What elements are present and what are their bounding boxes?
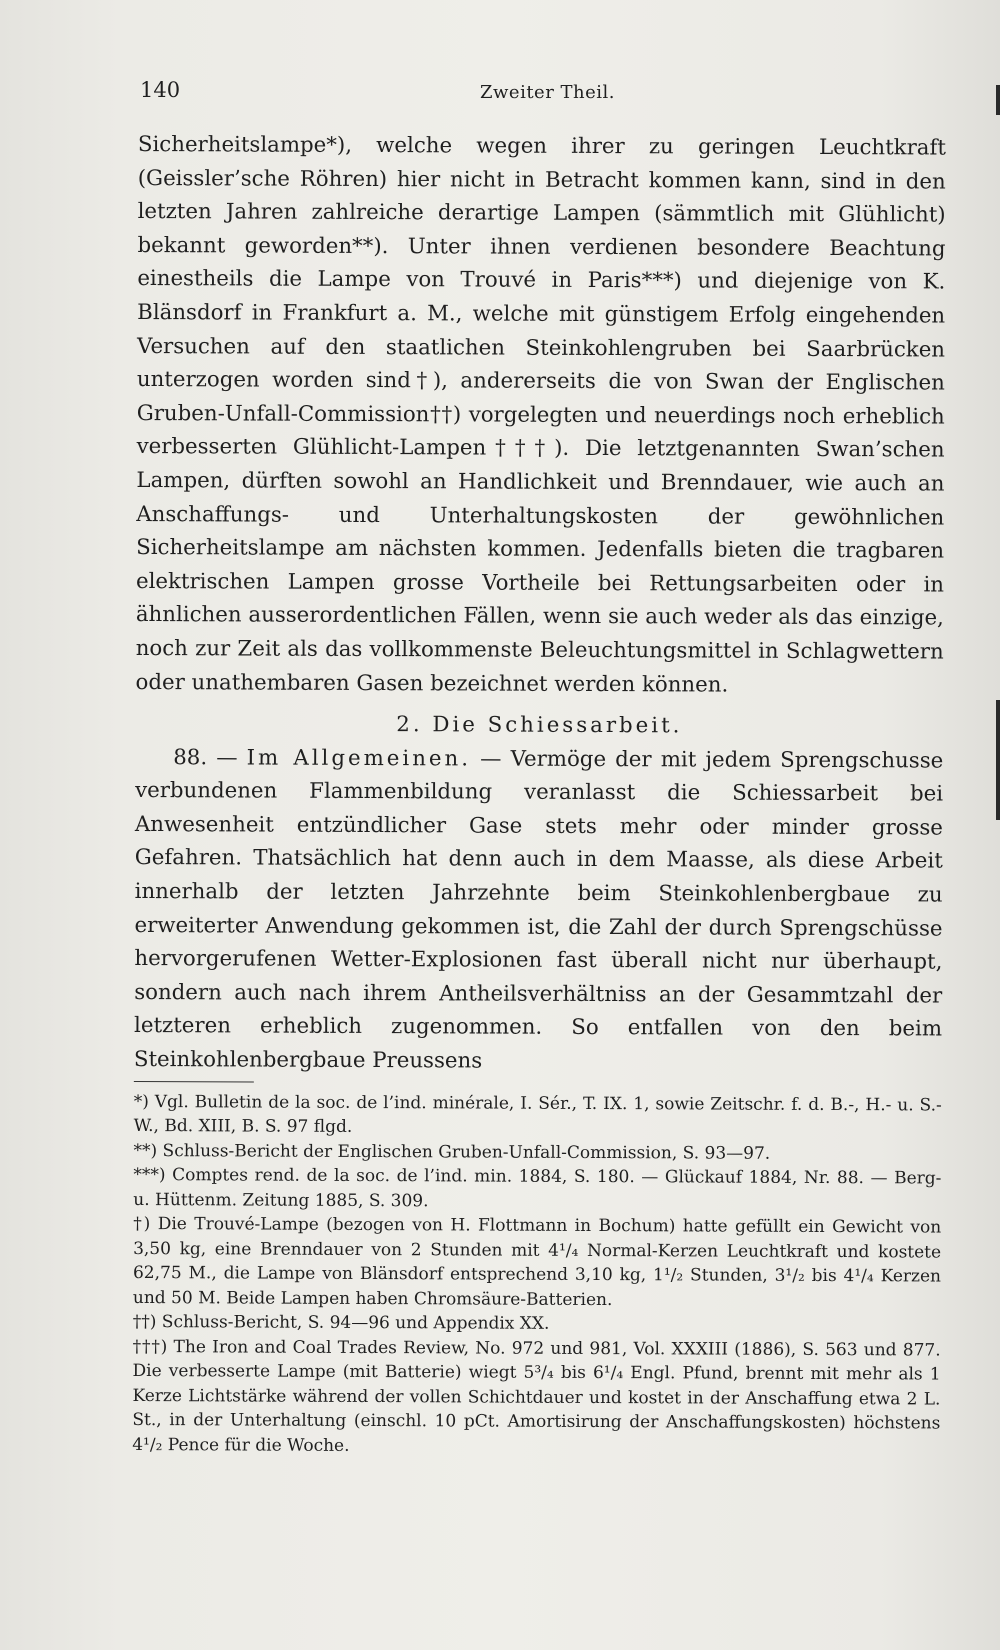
paragraph-88: 88. — Im Allgemeinen. — Vermöge der mit jedem Sprengschusse verbundenen Flammenbildung veranlasst die Schiessarbeit bei Anwesenheit entzündlicher Gase stets mehr oder minder grosse Gefahren. Thatsächlich hat denn auch in dem Maasse, als diese Arbeit innerhalb der letzten Jahrzehnte beim Steinkohlenbergbaue zu erweiterter Anwendung gekommen ist, die Zahl der durch Sprengschüsse hervorgerufenen Wetter-Explosionen fast überall nicht nur überhaupt, sondern auch nach ihrem Antheilsverhältniss an der Gesammtzahl der letzteren erheblich zugenommen. So entfallen von den beim Steinkohlenbergbaue Preussens [133, 744, 944, 1074]
page-header [140, 78, 950, 108]
footnotes [132, 1090, 942, 1461]
footnote-2: **) Schluss-Bericht der Englischen Gruben-Unfall-Commission, S. 93—97. [133, 1140, 771, 1164]
running-head: Zweiter Theil. [480, 82, 616, 103]
paragraph-number: 88. [173, 744, 208, 770]
footnote-3: ***) Comptes rend. de la soc. de l’ind. min. 1884, S. 180. — Glückauf 1884, Nr. 88. — Berg- u. Hüttenm. Zeitung 1885, S. 309. [133, 1165, 942, 1211]
main-text [132, 128, 946, 1461]
paragraph-heading: Im Allgemeinen. [246, 745, 472, 772]
paragraph-lamps: Sicherheitslampe*), welche wegen ihrer zu geringen Leuchtkraft (Geissler’sche Röhren) hier nicht in Betracht kommen kann, sind in den letzten Jahren zahlreiche derartige Lampen (sämmtlich mit Glühlicht) bekannt geworden**). Unter ihnen verdienen besondere Beachtung einestheils die Lampe von Trouvé in Paris***) und diejenige von K. Blänsdorf in Frankfurt a. M., welche mit günstigem Erfolg eingehenden Versuchen auf den staatlichen Steinkohlengruben bei Saarbrücken unterzogen worden sind†), andererseits die von Swan der Englischen Gruben-Unfall-Commission††) vorgelegten und neuerdings noch erheblich verbesserten Glühlicht-Lampen†††). Die letztgenannten Swan’schen Lampen, dürften sowohl an Handlichkeit und Brenndauer, wie auch an Anschaffungs- und Unterhaltungskosten der gewöhnlichen Sicherheitslampe am nächsten kommen. Jedenfalls bieten die tragbaren elektrischen Lampen grosse Vortheile bei Rettungsarbeiten oder in ähnlichen ausserordentlichen Fällen, wenn sie auch weder als das einzige, noch zur Zeit als das vollkommenste Beleuchtungsmittel in Schlagwettern oder unathembaren Gasen bezeichnet werden können. [135, 131, 946, 698]
footnote-6: †††) The Iron and Coal Trades Review, No. 972 und 981, Vol. XXXIII (1886), S. 563 und 877. Die verbesserte Lampe (mit Batterie) wiegt 5³/₄ bis 6¹/₄ Engl. Pfund, brennt mit mehr als 1 Kerze Lichtstärke während der vollen Schichtdauer und kostet in der Anschaffung etwa 2 L. St., in der Unterhaltung (einschl. 10 pCt. Amortisirung der Anschaffungskosten) höchstens 4¹/₂ Pence für die Woche. [132, 1336, 941, 1456]
paragraph-text: Vermöge der mit jedem Sprengschusse verbundenen Flammenbildung veranlasst die Schiessarbeit bei Anwesenheit entzündlicher Gase stets mehr oder minder grosse Gefahren. Thatsächlich hat denn auch in dem Maasse, als diese Arbeit innerhalb der letzten Jahrzehnte beim Steinkohlenbergbaue zu erweiterter Anwendung gekommen ist, die Zahl der durch Sprengschüsse hervorgerufenen Wetter-Explosionen fast überall nicht nur überhaupt, sondern auch nach ihrem Antheilsverhältniss an der Gesammtzahl der letzteren erheblich zugenommen. So entfallen von den beim Steinkohlenbergbaue Preussens [133, 746, 944, 1074]
page-number: 140 [140, 78, 181, 102]
footnote-4: †) Die Trouvé-Lampe (bezogen von H. Flottmann in Bochum) hatte gefüllt ein Gewicht von 3,50 kg, eine Brenndauer von 2 Stunden mit 4¹/₄ Normal-Kerzen Leuchtkraft und kostete 62,75 M., die Lampe von Blänsdorf entsprechend 3,10 kg, 1¹/₂ Stunden, 3¹/₂ bis 4¹/₄ Kerzen und 50 M. Beide Lampen haben Chromsäure-Batterien. [132, 1214, 942, 1310]
footnote-1: *) Vgl. Bulletin de la soc. de l’ind. minérale, I. Sér., T. IX. 1, sowie Zeitschr. f. d. B.-, H.- u. S.-W., Bd. XIII, B. S. 97 flgd. [133, 1091, 942, 1138]
footnote-rule [134, 1081, 254, 1083]
section-title: 2. Die Schiessarbeit. [396, 712, 683, 739]
page-edge-mark [996, 700, 1000, 820]
footnote-5: ††) Schluss-Bericht, S. 94—96 und Appendix XX. [132, 1312, 550, 1334]
page-edge-mark [996, 85, 1000, 115]
